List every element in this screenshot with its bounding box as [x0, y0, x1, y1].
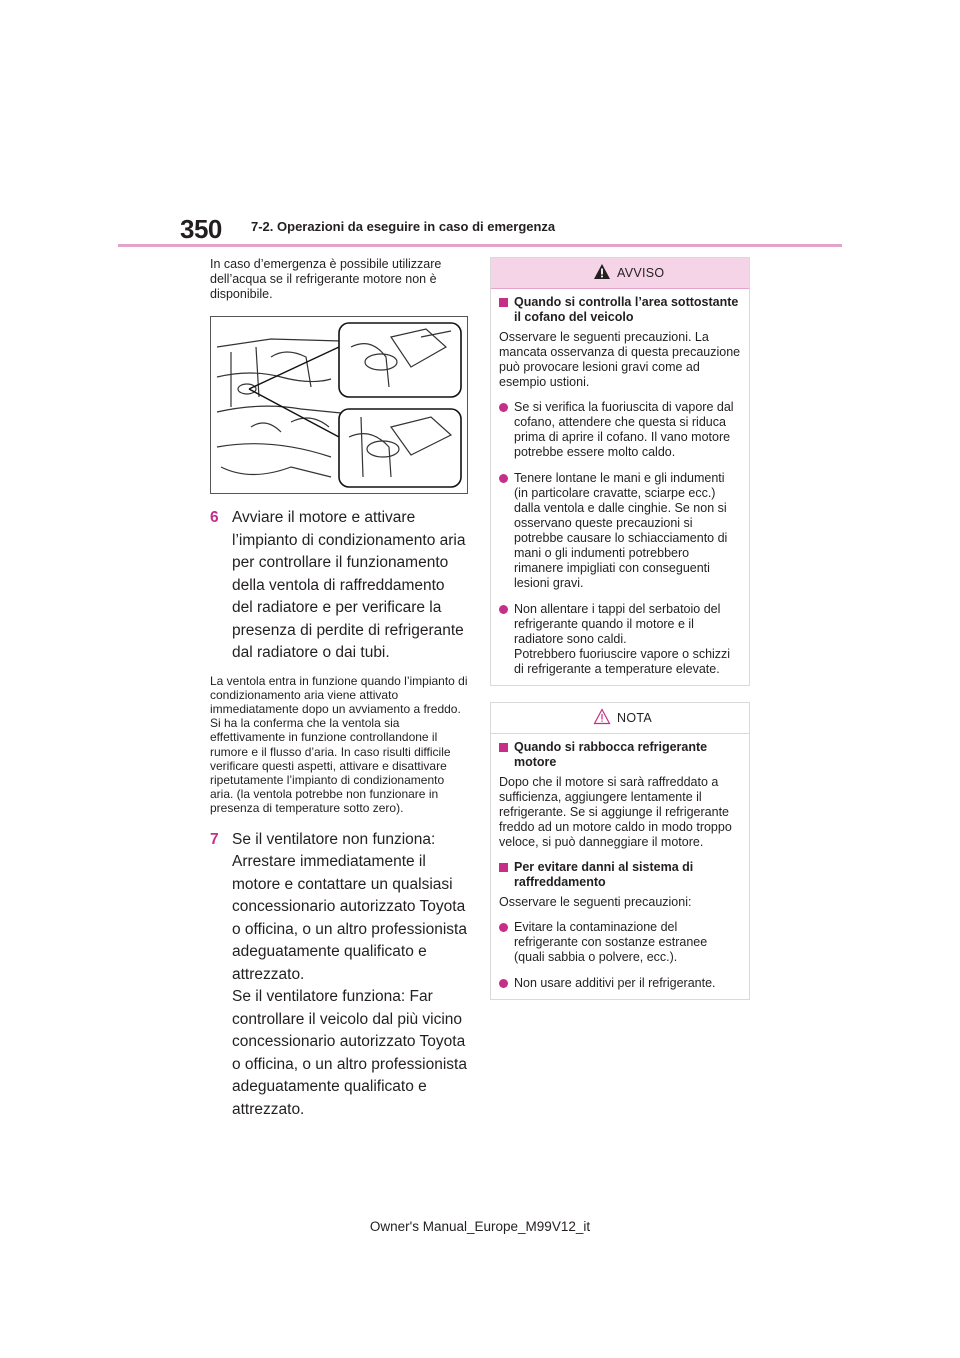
- notice-subtitle-2: Per evitare danni al sistema di raffreddamento: [499, 860, 741, 890]
- intro-text: In caso d’emergenza è possibile utilizzare dell’acqua se il refrigerante motore non è disponibile.: [210, 257, 442, 301]
- round-bullet-icon: [499, 923, 508, 932]
- page-number: 350: [180, 214, 222, 244]
- right-column: [490, 257, 750, 1000]
- notice-bullet: Evitare la contaminazione del refrigerante con sostanze estranee (quali sabbia o polvere, ecc.).: [499, 920, 741, 965]
- left-column: [210, 257, 468, 1121]
- step-6-number: 6: [210, 509, 219, 526]
- square-bullet-icon: [499, 743, 508, 752]
- section-title: 7-2. Operazioni da eseguire in caso di emergenza: [251, 219, 556, 234]
- warning-bullet: Tenere lontane le mani e gli indumenti (in particolare cravatte, sciarpe ecc.) dalla ventola e dalle cinghie. Se non si osservano queste precauzioni si potrebbe causare lo schiacciamento di mani o gli indumenti potrebbero rimanere impigliati con conseguenti lesioni gravi.: [499, 471, 741, 591]
- notice-title: NOTA: [617, 711, 652, 725]
- step-6: [210, 507, 468, 665]
- step-7-text: Se il ventilatore non funziona: Arrestare immediatamente il motore e contattare un qualsiasi concessionario autorizzato Toyota o officina, o un altro professionista adeguatamente qualificato e attrezzato.: [232, 830, 467, 983]
- coolant-illustration: [211, 317, 467, 493]
- caution-triangle-icon: [593, 708, 611, 725]
- notice-bullet: Non usare additivi per il refrigerante.: [499, 976, 741, 991]
- notice-header: [491, 703, 749, 734]
- step-6-note: La ventola entra in funzione quando l’impianto di condizionamento aria viene attivato immediatamente dopo un avviamento a freddo. Si ha la conferma che la ventola sia effettivamente in funzione controllandone il rumore e il flusso d’aria. In caso risulti difficile verificare questi aspetti, attivare e disattivare ripetutamente l’impianto di condizionamento aria. (la ventola potrebbe non funzionare in presenza di temperature sotto zero).: [210, 673, 468, 816]
- warning-header: [491, 258, 749, 289]
- notice-box: [490, 702, 750, 1000]
- step-7-number: 7: [210, 830, 219, 848]
- header-rule: [118, 244, 842, 247]
- round-bullet-icon: [499, 605, 508, 614]
- warning-subtitle: Quando si controlla l’area sottostante il cofano del veicolo: [499, 295, 741, 325]
- round-bullet-icon: [499, 474, 508, 483]
- warning-intro: Osservare le seguenti precauzioni. La mancata osservanza di questa precauzione può provocare lesioni gravi come ad esempio ustioni.: [499, 330, 741, 389]
- warning-title: AVVISO: [617, 266, 665, 280]
- round-bullet-icon: [499, 403, 508, 412]
- footer-text: Owner's Manual_Europe_M99V12_it: [369, 1219, 591, 1234]
- round-bullet-icon: [499, 979, 508, 988]
- notice-text-2: Osservare le seguenti precauzioni:: [499, 895, 692, 909]
- step-6-text: Avviare il motore e attivare l’impianto di condizionamento aria per controllare il funzionamento della ventola di raffreddamento del radiatore e per verificare la presenza di perdite di refrigerante dal radiatore o dai tubi.: [232, 509, 466, 661]
- step-7: [210, 829, 468, 1122]
- warning-box: [490, 257, 750, 686]
- notice-subtitle-1: Quando si rabbocca refrigerante motore: [499, 740, 741, 770]
- coolant-figure: [210, 316, 468, 494]
- warning-bullet: Se si verifica la fuoriuscita di vapore dal cofano, attendere che questa si riduca prima di aprire il cofano. Il vano motore potrebbe essere molto caldo.: [499, 400, 741, 460]
- step-7-text-2: Se il ventilatore funziona: Far controllare il veicolo dal più vicino concessionario autorizzato Toyota o officina, o un altro professionista adeguatamente qualificato e attrezzato.: [232, 988, 467, 1118]
- square-bullet-icon: [499, 863, 508, 872]
- notice-text-1: Dopo che il motore si sarà raffreddato a sufficienza, aggiungere lentamente il refrigerante. Se si aggiunge il refrigerante freddo ad un motore caldo in modo troppo veloce, si può danneggiare il motore.: [499, 775, 732, 849]
- warning-bullet: Non allentare i tappi del serbatoio del refrigerante quando il motore e il radiatore sono caldi. Potrebbero fuoriuscire vapore o schizzi di refrigerante a temperature elevate.: [499, 602, 741, 677]
- square-bullet-icon: [499, 298, 508, 307]
- warning-triangle-icon: [593, 263, 611, 280]
